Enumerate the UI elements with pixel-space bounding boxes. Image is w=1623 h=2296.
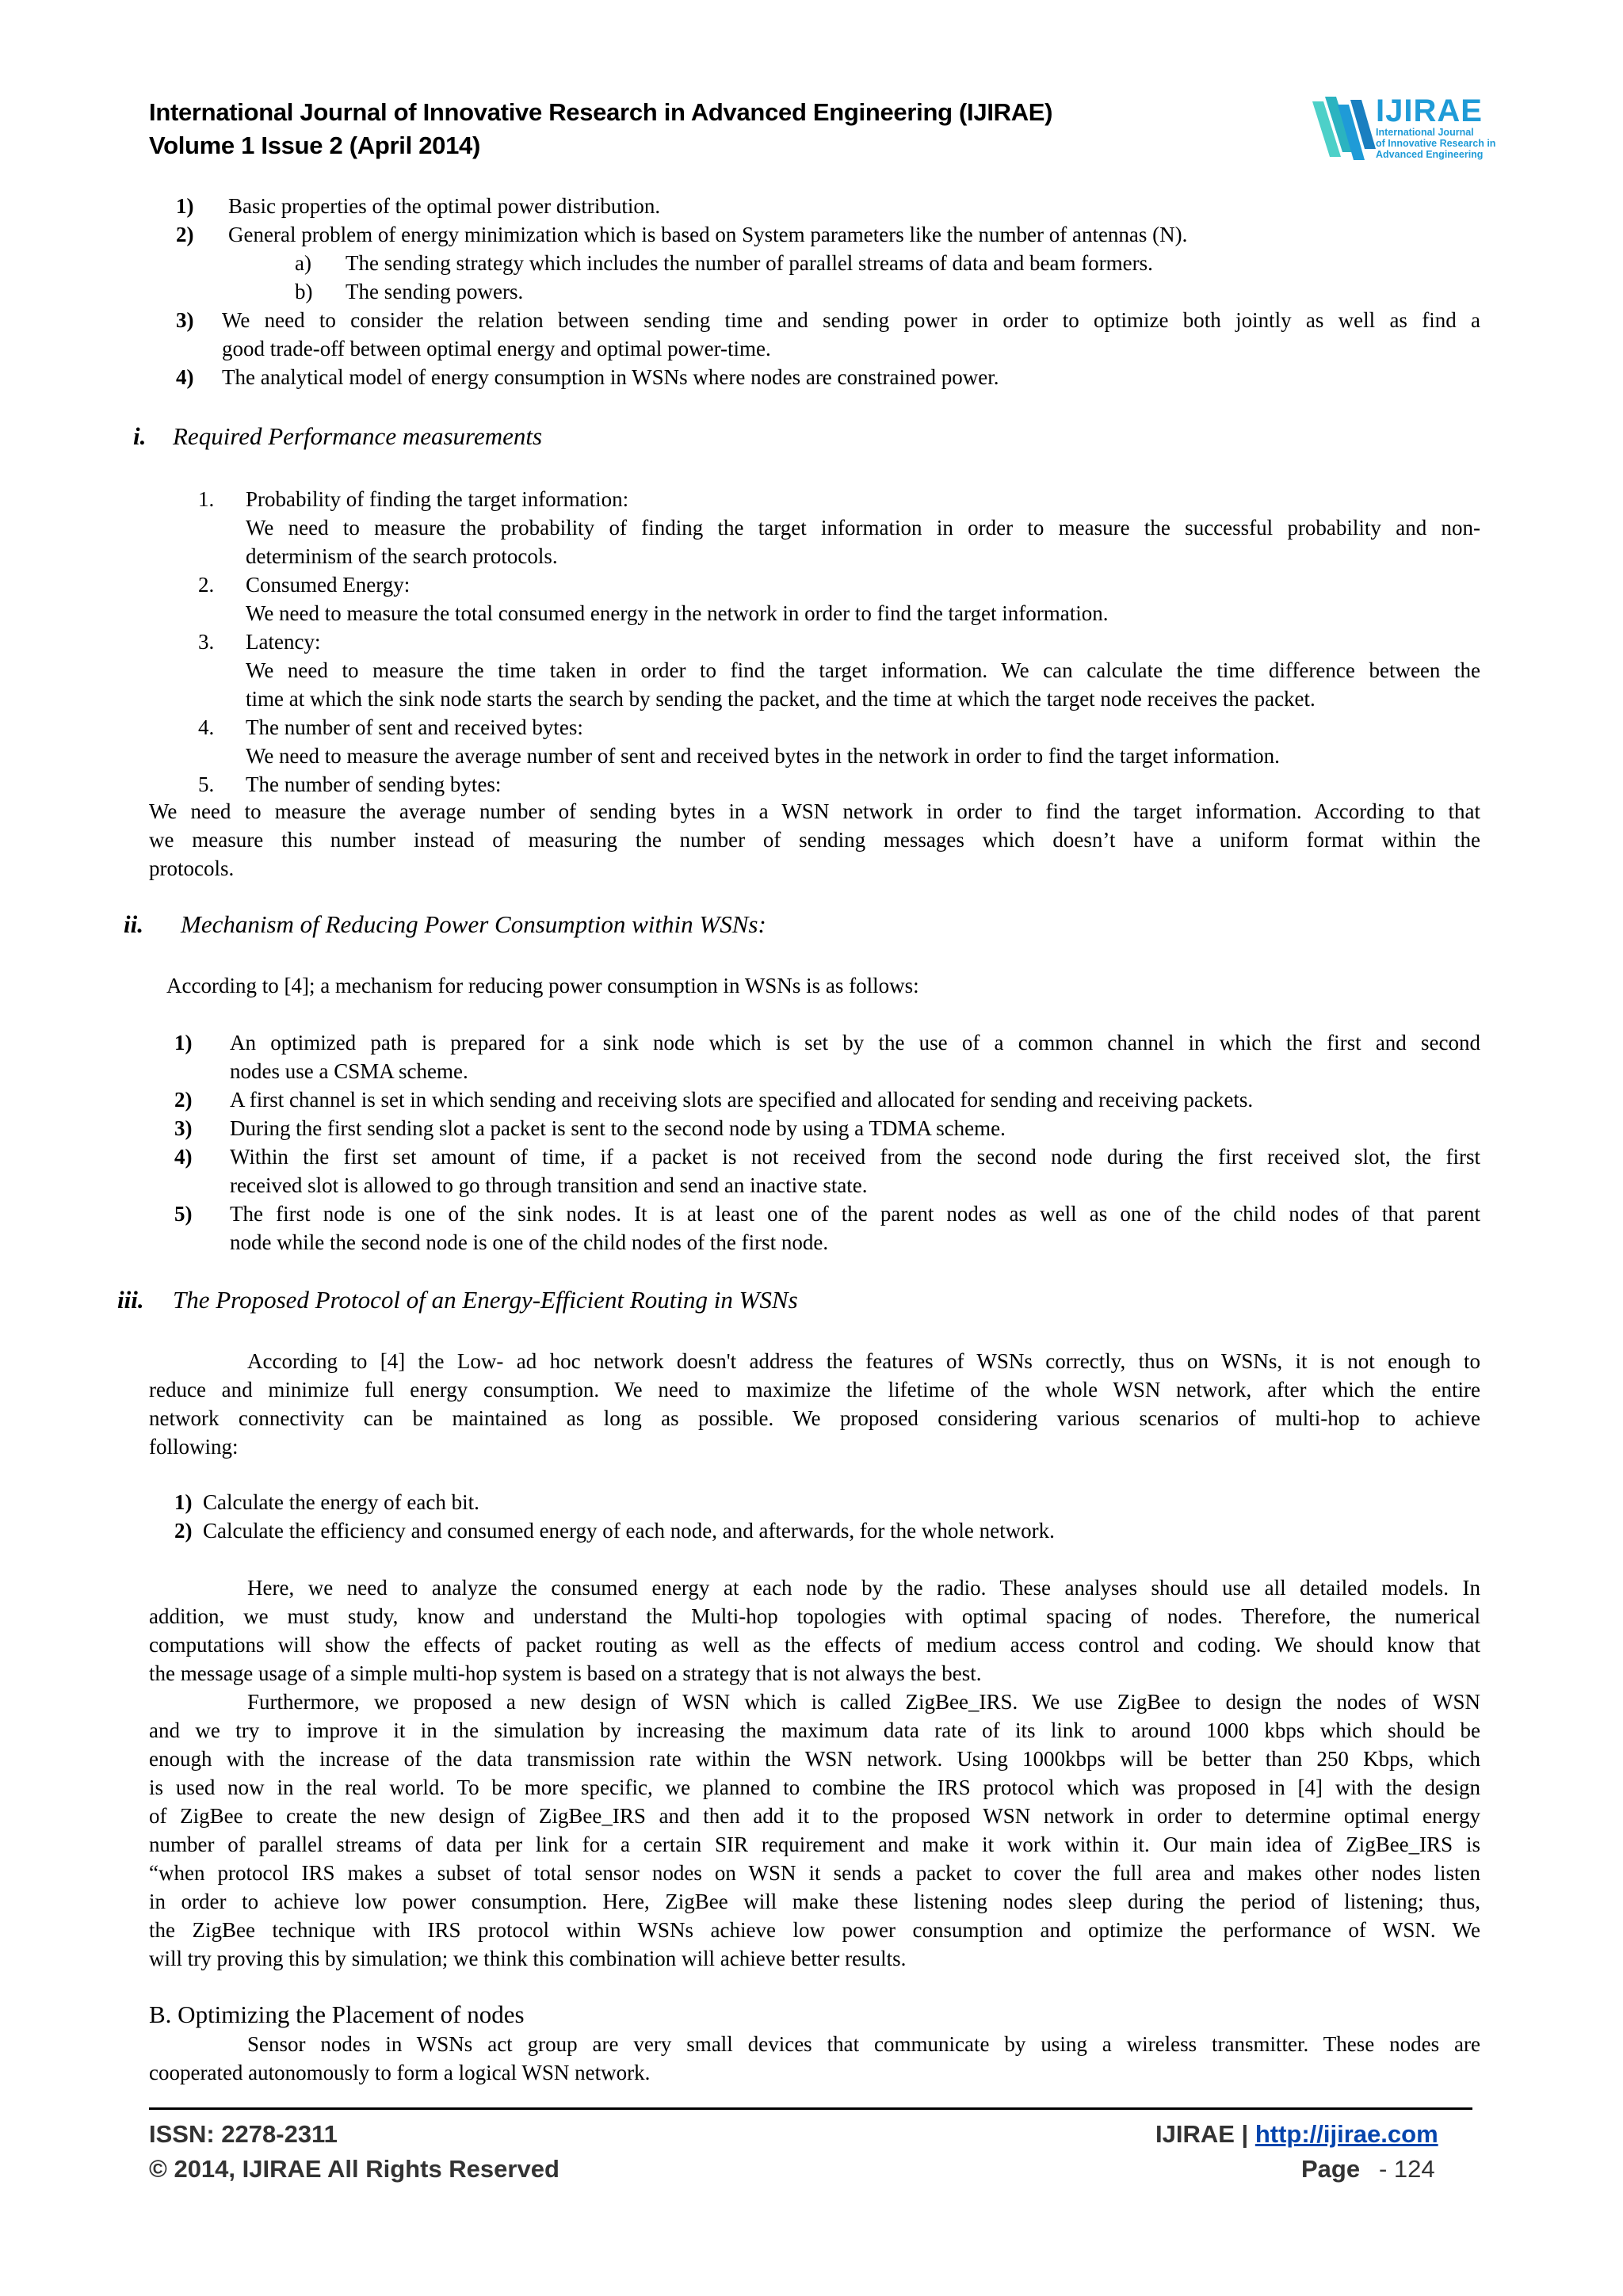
- logo-mark-icon: [1309, 93, 1377, 166]
- list-number: 2): [176, 223, 194, 246]
- section-number: i.: [133, 422, 147, 450]
- measure-title: Consumed Energy:: [246, 573, 411, 597]
- section-title-b: B. Optimizing the Placement of nodes: [149, 2000, 525, 2028]
- paragraph-line: addition, we must study, know and understand the Multi-hop topologies with optimal spacing of nodes. Therefore, the numerical: [149, 1604, 1480, 1628]
- paragraph-line: computations will show the effects of packet routing as well as the effects of medium access control and coding. We should know that: [149, 1633, 1480, 1657]
- list-item: Calculate the energy of each bit.: [203, 1490, 479, 1514]
- list-number: 3.: [198, 630, 215, 654]
- paragraph-line: is used now in the real world. To be more specific, we planned to combine the IRS protocol which was proposed in [4] with the design: [149, 1775, 1480, 1799]
- list-item: During the first sending slot a packet is sent to the second node by using a TDMA scheme.: [230, 1116, 1006, 1140]
- measure-text: We need to measure the average number of sent and received bytes in the network in order to find the target information.: [246, 744, 1280, 768]
- measure-text: determinism of the search protocols.: [246, 544, 558, 568]
- list-number: 1.: [198, 487, 215, 511]
- list-item: Calculate the efficiency and consumed energy of each node, and afterwards, for the whole network.: [203, 1519, 1055, 1543]
- journal-volume: Volume 1 Issue 2 (April 2014): [149, 132, 481, 159]
- section-title-iii: The Proposed Protocol of an Energy-Efficient Routing in WSNs: [173, 1286, 798, 1314]
- section-intro: According to [4]; a mechanism for reducing power consumption in WSNs is as follows:: [166, 974, 919, 997]
- logo-line-3: Advanced Engineering: [1376, 149, 1484, 160]
- list-number: 5): [174, 1202, 193, 1226]
- list-number: 1): [176, 194, 194, 218]
- paragraph-line: Furthermore, we proposed a new design of WSN which is called ZigBee_IRS. We use ZigBee to design the nodes of WSN: [247, 1690, 1480, 1714]
- measure-text: We need to measure the probability of finding the target information in order to measure the successful probability and non-: [246, 516, 1480, 540]
- list-item: The sending powers.: [346, 280, 524, 303]
- list-item-continuation: nodes use a CSMA scheme.: [230, 1059, 468, 1083]
- list-number: 3): [174, 1116, 193, 1140]
- measure-text: time at which the sink node starts the search by sending the packet, and the time at which the target node receives the packet.: [246, 687, 1316, 711]
- list-item: The sending strategy which includes the number of parallel streams of data and beam formers.: [346, 251, 1153, 275]
- paragraph-line: Sensor nodes in WSNs act group are very small devices that communicate by using a wireless transmitter. These nodes are: [247, 2032, 1480, 2056]
- paragraph-line: enough with the increase of the data transmission rate within the WSN network. Using 1000kbps will be better than 250 Kbps, which: [149, 1747, 1480, 1771]
- footer-page-number: - 124: [1379, 2155, 1435, 2183]
- measure-title: The number of sending bytes:: [246, 772, 502, 796]
- journal-title: International Journal of Innovative Research in Advanced Engineering (IJIRAE): [149, 98, 1053, 126]
- logo-text: [1376, 95, 1495, 160]
- footer-brand: [1155, 2120, 1438, 2149]
- footer-issn: ISSN: 2278-2311: [149, 2120, 338, 2148]
- list-item: A first channel is set in which sending and receiving slots are specified and allocated for sending and receiving packets.: [230, 1088, 1254, 1112]
- footer-copyright: © 2014, IJIRAE All Rights Reserved: [149, 2155, 559, 2183]
- footer-brand-label: IJIRAE |: [1155, 2120, 1255, 2148]
- paragraph-line: number of parallel streams of data per link for a certain SIR requirement and make it work within it. Our main idea of ZigBee_IRS is: [149, 1833, 1480, 1856]
- logo-line-1: International Journal: [1376, 127, 1474, 138]
- paragraph-line: the ZigBee technique with IRS protocol within WSNs achieve low power consumption and optimize the performance of WSN. We: [149, 1918, 1480, 1942]
- paragraph-line: the message usage of a simple multi-hop system is based on a strategy that is not always the best.: [149, 1661, 982, 1685]
- logo-name: IJIRAE: [1376, 93, 1483, 128]
- paragraph-line: will try proving this by simulation; we think this combination will achieve better results.: [149, 1947, 907, 1970]
- paragraph-line: we measure this number instead of measuring the number of sending messages which doesn’t have a uniform format within the: [149, 828, 1480, 852]
- section-title-i: Required Performance measurements: [173, 422, 543, 450]
- list-item: We need to consider the relation between sending time and sending power in order to optimize both jointly as well as find a: [222, 308, 1480, 332]
- list-item: An optimized path is prepared for a sink node which is set by the use of a common channel in which the first and second: [230, 1031, 1480, 1055]
- list-item-continuation: received slot is allowed to go through transition and send an inactive state.: [230, 1173, 868, 1197]
- list-number: 2.: [198, 573, 215, 597]
- measure-text: We need to measure the time taken in order to find the target information. We can calculate the time difference between the: [246, 658, 1480, 682]
- list-number: 4): [174, 1145, 193, 1169]
- list-number: 3): [176, 308, 194, 332]
- paragraph-line: protocols.: [149, 856, 235, 880]
- list-number: b): [295, 280, 313, 303]
- measure-title: The number of sent and received bytes:: [246, 715, 583, 739]
- list-item: General problem of energy minimization which is based on System parameters like the number of antennas (N).: [228, 223, 1188, 246]
- paragraph-line: cooperated autonomously to form a logical WSN network.: [149, 2061, 651, 2084]
- paragraph-line: According to [4] the Low- ad hoc network doesn't address the features of WSNs correctly, thus on WSNs, it is not enough to: [247, 1349, 1480, 1373]
- list-number: 5.: [198, 772, 215, 796]
- list-item-continuation: good trade-off between optimal energy and optimal power-time.: [222, 337, 771, 360]
- list-item: Within the first set amount of time, if a packet is not received from the second node during the first received slot, the first: [230, 1145, 1480, 1169]
- section-number: iii.: [117, 1286, 144, 1314]
- list-number: 2): [174, 1519, 193, 1543]
- list-number: 4.: [198, 715, 215, 739]
- paragraph-line: in order to achieve low power consumption. Here, ZigBee will make these listening nodes sleep during the period of listening; thus,: [149, 1890, 1480, 1913]
- paragraph-line: reduce and minimize full energy consumption. We need to maximize the lifetime of the whole WSN network, after which the entire: [149, 1378, 1480, 1402]
- section-heading-iii: [117, 1285, 144, 1315]
- measure-title: Probability of finding the target information:: [246, 487, 629, 511]
- list-number: 4): [176, 365, 194, 389]
- paragraph-line: Here, we need to analyze the consumed energy at each node by the radio. These analyses should use all detailed models. In: [247, 1576, 1480, 1600]
- journal-logo: [1309, 93, 1496, 166]
- list-number: a): [295, 251, 311, 275]
- paragraph-line: network connectivity can be maintained as long as possible. We proposed considering various scenarios of multi-hop to achieve: [149, 1406, 1480, 1430]
- section-heading-ii: [124, 910, 143, 940]
- list-item: Basic properties of the optimal power distribution.: [228, 194, 661, 218]
- list-number: 1): [174, 1490, 193, 1514]
- list-number: 2): [174, 1088, 193, 1112]
- section-heading-i: [133, 421, 146, 452]
- section-title-ii: Mechanism of Reducing Power Consumption within WSNs:: [181, 910, 766, 938]
- logo-line-2: of Innovative Research in: [1376, 138, 1496, 149]
- paragraph-line: following:: [149, 1435, 239, 1459]
- list-item: The analytical model of energy consumption in WSNs where nodes are constrained power.: [222, 365, 999, 389]
- measure-text: We need to measure the total consumed energy in the network in order to find the target information.: [246, 601, 1109, 625]
- footer-website-link[interactable]: http://ijirae.com: [1254, 2120, 1438, 2148]
- paragraph-line: “when protocol IRS makes a subset of total sensor nodes on WSN it sends a packet to cover the full area and makes other nodes listen: [149, 1861, 1480, 1885]
- measure-title: Latency:: [246, 630, 321, 654]
- paragraph-line: We need to measure the average number of sending bytes in a WSN network in order to find the target information. According to that: [149, 799, 1480, 823]
- list-item: The first node is one of the sink nodes. It is at least one of the parent nodes as well as one of the child nodes of that parent: [230, 1202, 1480, 1226]
- section-number: ii.: [124, 910, 143, 938]
- list-item-continuation: node while the second node is one of the child nodes of the first node.: [230, 1230, 829, 1254]
- list-number: 1): [174, 1031, 193, 1055]
- footer-divider: [149, 2107, 1472, 2110]
- paragraph-line: of ZigBee to create the new design of ZigBee_IRS and then add it to the proposed WSN network in order to determine optimal energy: [149, 1804, 1480, 1828]
- footer-page-label: Page: [1301, 2155, 1361, 2183]
- paragraph-line: and we try to improve it in the simulation by increasing the maximum data rate of its link to around 1000 kbps which should be: [149, 1718, 1480, 1742]
